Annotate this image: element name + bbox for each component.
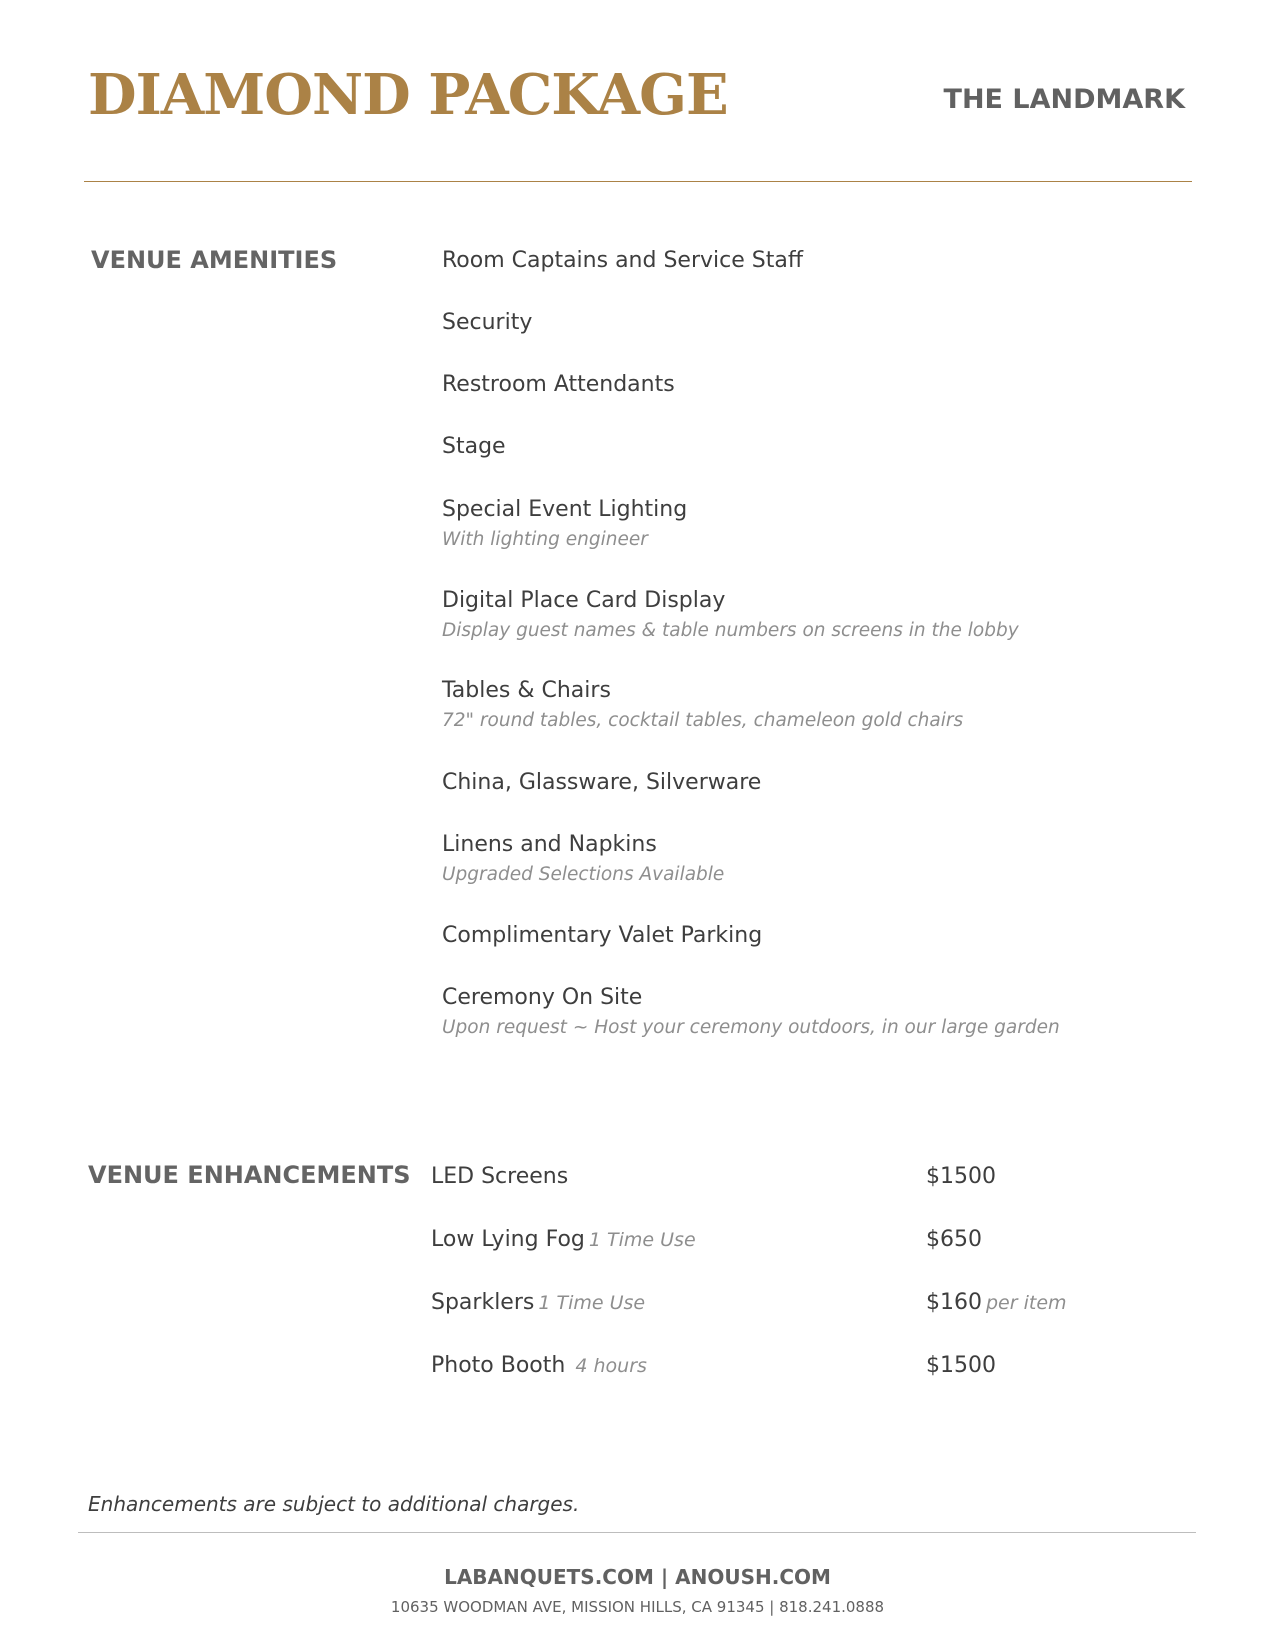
amenity-note: 72" round tables, cocktail tables, chameleon gold chairs: [442, 710, 964, 731]
amenity-title: Digital Place Card Display: [442, 588, 726, 613]
header-divider: [84, 181, 1192, 182]
brand-name: THE LANDMARK: [943, 84, 1185, 115]
enhancement-name: Sparklers: [431, 1290, 535, 1315]
amenity-item: [442, 832, 724, 885]
enhancement-price: $650: [926, 1227, 982, 1252]
footer-websites: LABANQUETS.COM | ANOUSH.COM: [444, 1565, 831, 1589]
enhancement-row: [431, 1290, 1191, 1324]
amenity-title: China, Glassware, Silverware: [442, 770, 762, 795]
amenity-item: [442, 310, 532, 335]
amenity-item: [442, 434, 506, 459]
amenity-title: Stage: [442, 434, 506, 459]
enhancement-name: Low Lying Fog: [431, 1227, 585, 1252]
venue-amenities-heading: VENUE AMENITIES: [91, 246, 338, 274]
enhancement-row: [431, 1227, 1191, 1261]
amenity-title: Complimentary Valet Parking: [442, 923, 763, 948]
amenity-title: Room Captains and Service Staff: [442, 248, 803, 273]
amenity-title: Security: [442, 310, 533, 335]
amenity-item: [442, 248, 803, 273]
footer-divider: [78, 1532, 1196, 1533]
amenity-title: Tables & Chairs: [442, 678, 611, 703]
amenity-note: Display guest names & table numbers on screens in the lobby: [442, 620, 1019, 641]
amenity-item: [442, 678, 963, 731]
enhancement-note: 1 Time Use: [588, 1229, 696, 1251]
amenity-item: [442, 923, 762, 948]
enhancement-row: [431, 1353, 1191, 1387]
enhancements-disclaimer: Enhancements are subject to additional charges.: [88, 1492, 580, 1516]
venue-enhancements-heading: VENUE ENHANCEMENTS: [88, 1161, 411, 1189]
enhancement-price: $160: [926, 1290, 982, 1315]
enhancement-price-note: per item: [986, 1292, 1067, 1314]
enhancement-name: LED Screens: [431, 1164, 569, 1189]
amenity-item: [442, 588, 1019, 641]
amenity-title: Linens and Napkins: [442, 832, 657, 857]
footer-address: 10635 WOODMAN AVE, MISSION HILLS, CA 91345 | 818.241.0888: [390, 1598, 885, 1616]
amenity-note: With lighting engineer: [442, 529, 648, 550]
amenity-title: Restroom Attendants: [442, 372, 675, 397]
amenity-note: Upgraded Selections Available: [442, 864, 725, 885]
amenity-item: [442, 497, 687, 550]
enhancement-price: $1500: [926, 1353, 996, 1378]
page-title: DIAMOND PACKAGE: [88, 62, 728, 128]
enhancement-row: [431, 1164, 1191, 1198]
amenity-item: [442, 372, 675, 397]
amenity-item: [442, 985, 1060, 1038]
amenity-item: [442, 770, 761, 795]
enhancement-name: Photo Booth: [431, 1353, 566, 1378]
enhancement-note: 4 hours: [569, 1355, 647, 1377]
enhancement-price: $1500: [926, 1164, 996, 1189]
amenity-title: Ceremony On Site: [442, 985, 643, 1010]
enhancement-note: 1 Time Use: [538, 1292, 646, 1314]
amenity-note: Upon request ~ Host your ceremony outdoors, in our large garden: [442, 1017, 1060, 1038]
amenity-title: Special Event Lighting: [442, 497, 688, 522]
